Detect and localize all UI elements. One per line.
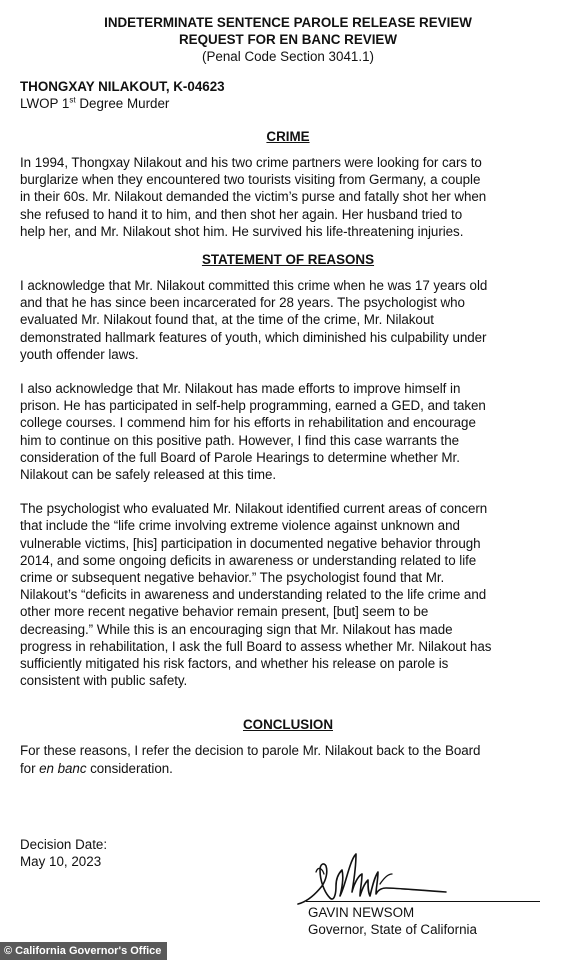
decision-date-block (20, 836, 107, 870)
sentence-ordinal: st (69, 95, 76, 105)
signer-name: GAVIN NEWSOM (308, 905, 415, 920)
reasons-line: progress in rehabilitation, I ask the full Board to assess whether Mr. Nilakout has (20, 638, 492, 654)
doc-title-line-1: INDETERMINATE SENTENCE PAROLE RELEASE REVIEW (104, 15, 472, 30)
doc-title-line-2: REQUEST FOR EN BANC REVIEW (179, 32, 397, 47)
crime-line: burglarize when they encountered two tourists visiting from Germany, a couple (20, 172, 481, 188)
signature-line (306, 901, 540, 902)
reasons-line: The psychologist who evaluated Mr. Nilakout identified current areas of concern (20, 501, 488, 517)
reasons-line: I acknowledge that Mr. Nilakout committed this crime when he was 17 years old (20, 278, 488, 294)
decision-date-label: Decision Date: (20, 837, 108, 852)
crime-heading: CRIME (266, 129, 310, 144)
crime-line: she refused to hand it to him, and then shot her again. Her husband tried to (20, 206, 463, 222)
reasons-line: and that he has since been incarcerated for 28 years. The psychologist who (20, 295, 465, 311)
reasons-line: decreasing.” While this is an encouraging sign that Mr. Nilakout has made (20, 621, 453, 637)
reasons-line: him to continue on this positive path. However, I find this case warrants the (20, 432, 460, 448)
reasons-line: crime or subsequent negative behavior.” The psychologist found that Mr. (20, 570, 445, 586)
conclusion-paragraph (20, 742, 540, 776)
doc-title-line-3: (Penal Code Section 3041.1) (202, 49, 374, 64)
reasons-line: other more recent negative behavior remain present, [but] seem to be (20, 604, 429, 620)
signer-title: Governor, State of California (308, 922, 477, 937)
reasons-line: Nilakout can be safely released at this time. (20, 467, 277, 483)
crime-line: help her, and Mr. Nilakout shot him. He survived his life-threatening injuries. (20, 223, 464, 239)
reasons-line: prison. He has participated in self-help programming, earned a GED, and taken (20, 398, 486, 414)
signature-area (0, 832, 576, 942)
conclusion-pre: for (20, 760, 40, 776)
handwritten-signature (296, 844, 456, 908)
reasons-line: consideration of the full Board of Parole Hearings to determine whether Mr. (20, 449, 460, 465)
reasons-line: youth offender laws. (20, 346, 139, 362)
reasons-line: I also acknowledge that Mr. Nilakout has made efforts to improve himself in (20, 381, 461, 397)
reasons-line: evaluated Mr. Nilakout found that, at the time of the crime, Mr. Nilakout (20, 312, 434, 328)
reasons-line: consistent with public safety. (20, 673, 188, 689)
subject-block (20, 78, 540, 112)
reasons-line: college courses. I commend him for his efforts in rehabilitation and encourage (20, 415, 476, 431)
reasons-line: 2014, and some ongoing deficits in awareness or understanding related to life (20, 552, 477, 568)
photo-credit: © California Governor's Office (0, 942, 167, 960)
crime-line: In 1994, Thongxay Nilakout and his two crime partners were looking for cars to (20, 155, 482, 170)
crime-line: in their 60s. Mr. Nilakout demanded the victim’s purse and fatally shot her when (20, 189, 487, 205)
conclusion-line (20, 760, 540, 777)
sentence-suffix: Degree Murder (75, 96, 170, 111)
crime-paragraph (20, 154, 540, 240)
reasons-line: that include the “life crime involving extreme violence against unknown and (20, 518, 460, 534)
reasons-line: vulnerable victims, [his] participation in documented negative behavior through (20, 535, 481, 551)
subject-name: THONGXAY NILAKOUT, K-04623 (20, 79, 225, 94)
signer-block (308, 904, 477, 938)
reasons-line: sufficiently mitigated his risk factors, and whether his release on parole is (20, 656, 449, 672)
reasons-paragraph-1 (20, 277, 540, 363)
reasons-line: Nilakout’s “deficits in awareness and understanding related to the life crime and (20, 587, 487, 603)
subject-sentence (20, 95, 540, 112)
conclusion-heading: CONCLUSION (242, 717, 333, 733)
conclusion-post: consideration. (86, 760, 173, 776)
decision-date-value: May 10, 2023 (20, 854, 102, 869)
en-banc-term: en banc (39, 760, 87, 776)
conclusion-line: For these reasons, I refer the decision to parole Mr. Nilakout back to the Board (20, 743, 481, 759)
reasons-paragraph-3 (20, 500, 540, 689)
sentence-prefix: LWOP 1 (20, 96, 70, 111)
reasons-paragraph-2 (20, 380, 540, 483)
reasons-heading: STATEMENT OF REASONS (201, 252, 375, 268)
reasons-line: demonstrated hallmark features of youth, which diminished his culpability under (20, 329, 487, 345)
